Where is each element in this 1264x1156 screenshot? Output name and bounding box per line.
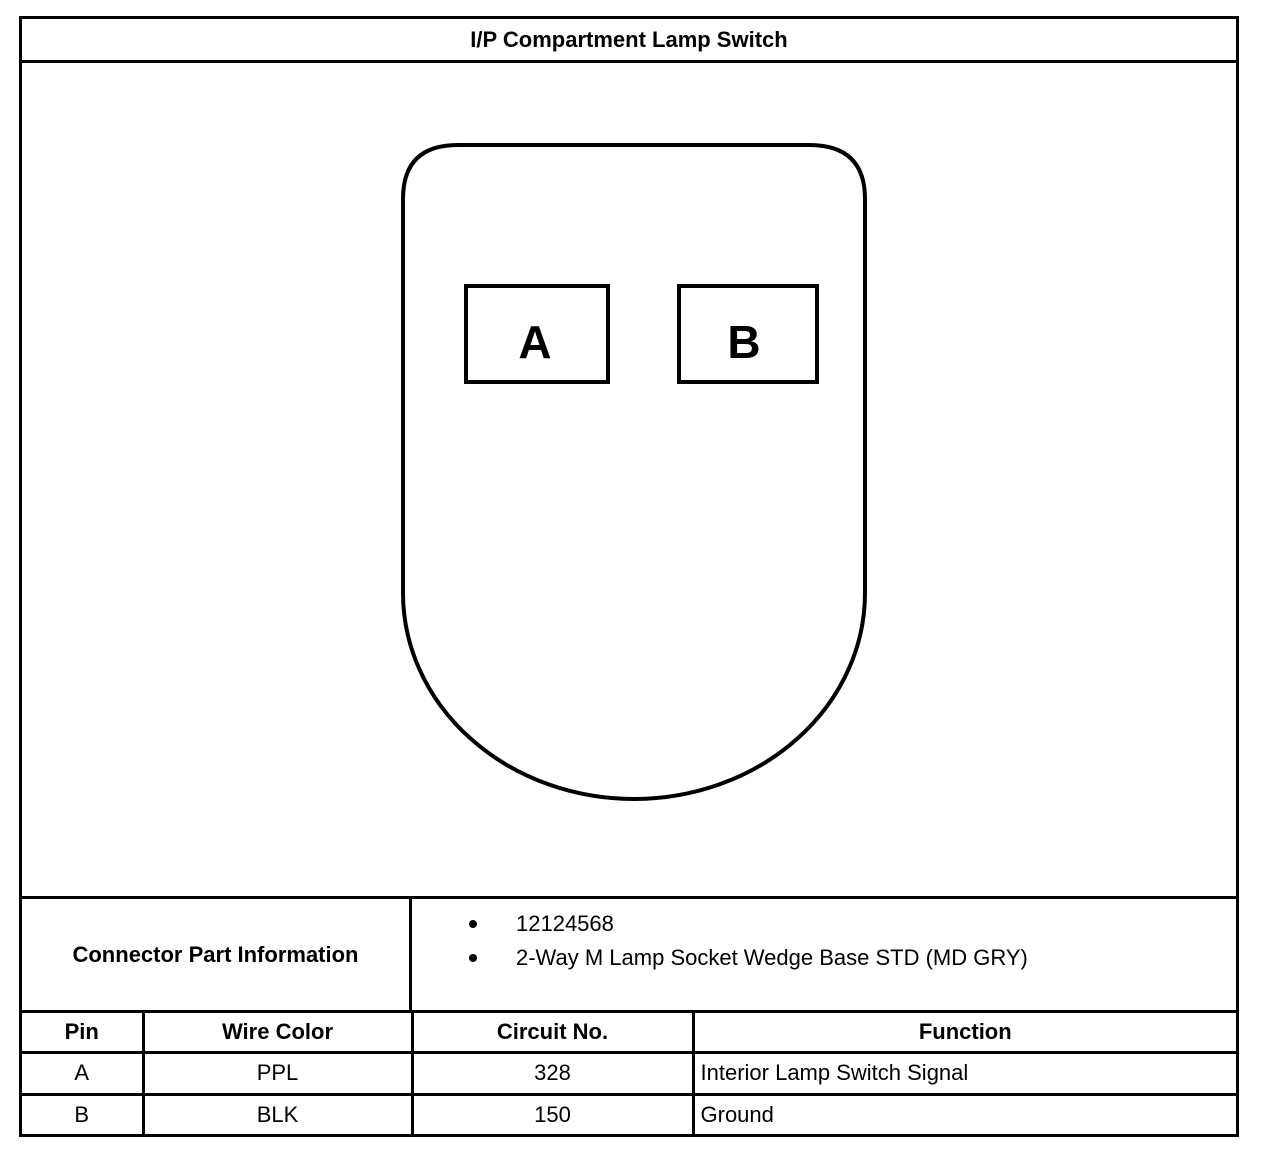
connector-outline: [403, 145, 865, 799]
part-info-list: [412, 899, 1236, 1018]
header-wire-color: Wire Color: [143, 1013, 412, 1053]
circuit-cell: 328: [412, 1053, 693, 1094]
pin-cell: A: [22, 1053, 143, 1094]
part-info-label: Connector Part Information: [22, 899, 412, 1010]
part-info-item: [412, 941, 1236, 975]
header-function: Function: [693, 1013, 1236, 1053]
part-info-row: [22, 896, 1236, 1013]
part-description: 2-Way M Lamp Socket Wedge Base STD (MD GRY): [516, 945, 1028, 970]
part-info-item: [412, 907, 1236, 941]
function-cell: Ground: [693, 1094, 1236, 1134]
bullet-icon: [469, 920, 477, 928]
pin-table: [22, 1013, 1236, 1134]
pin-table-header: [22, 1013, 1236, 1053]
page-title: I/P Compartment Lamp Switch: [22, 19, 1236, 63]
part-number: 12124568: [516, 911, 614, 936]
header-pin: Pin: [22, 1013, 143, 1053]
circuit-cell: 150: [412, 1094, 693, 1134]
wire-color-cell: BLK: [143, 1094, 412, 1134]
table-row: [22, 1094, 1236, 1134]
cavity-b-label: B: [727, 316, 761, 369]
pin-cell: B: [22, 1094, 143, 1134]
bullet-icon: [469, 954, 477, 962]
function-cell: Interior Lamp Switch Signal: [693, 1053, 1236, 1094]
connector-drawing: [22, 63, 1236, 896]
connector-face-svg: [22, 63, 1236, 896]
header-circuit: Circuit No.: [412, 1013, 693, 1053]
table-row: [22, 1053, 1236, 1094]
connector-sheet: [19, 16, 1239, 1137]
cavity-a-label: A: [518, 316, 552, 369]
wire-color-cell: PPL: [143, 1053, 412, 1094]
